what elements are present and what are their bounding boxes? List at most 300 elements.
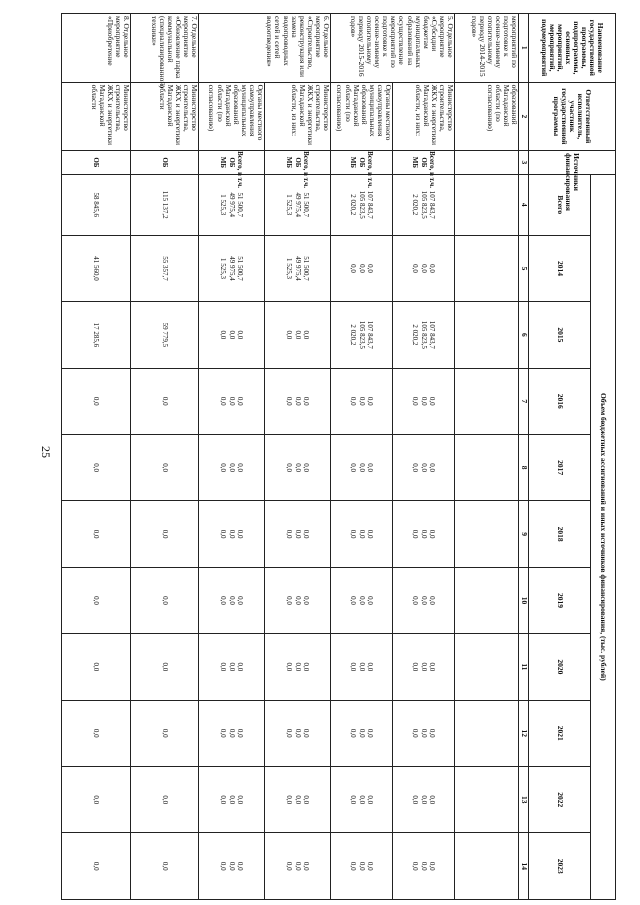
column-number: 2 [519,82,529,151]
value: 0,0 [349,861,358,871]
funding-source-label: МБ [285,156,294,169]
value: 1 525,3 [285,257,294,279]
value: 105 823,5 [357,190,366,219]
value-cell [331,767,393,833]
value-cell [62,434,131,500]
value: 107 843,7 [427,320,436,349]
value: 0,0 [419,795,428,805]
value-cell [265,767,331,833]
value: 0,0 [92,795,101,805]
value-cell [199,174,265,235]
column-number: 9 [519,501,529,567]
funding-source-label: Всего, в т.ч. [365,151,374,188]
executor: Органы местного самоуправления муниципальных образований Магаданской области (по согласованию) [331,82,393,151]
value-cell [331,434,393,500]
value: 0,0 [92,861,101,871]
value: 0,0 [160,596,169,605]
value-cell [393,833,455,900]
value-cell [199,567,265,633]
value: 0,0 [411,861,420,871]
value: 0,0 [365,861,374,871]
value-cell [265,567,331,633]
value: 0,0 [427,596,436,605]
value: 0,0 [365,662,374,672]
column-number: 5 [519,235,529,301]
value: 0,0 [365,529,374,539]
value: 0,0 [219,396,228,406]
value: 49 975,4 [293,192,302,217]
value: 0,0 [419,662,428,672]
value: 51 500,7 [235,256,244,281]
value: 0,0 [349,463,358,473]
program-name: 8. Отдельное мероприятие «Приобретение [62,14,131,83]
value: 0,0 [365,396,374,406]
value-cell [131,302,199,368]
funding-source-label: Всего, в т.ч. [427,151,436,188]
funding-source [62,151,131,175]
value: 0,0 [227,861,236,871]
value: 0,0 [411,596,420,605]
value-cell [455,501,519,567]
value: 2 020,2 [411,324,420,346]
funding-source [199,151,265,188]
value: 0,0 [285,330,294,340]
funding-source [455,151,519,175]
value-cell [62,174,131,235]
funding-source [331,151,393,188]
value: 49 975,4 [227,256,236,281]
value: 0,0 [219,529,228,539]
value-cell [265,700,331,766]
value-cell [331,174,393,235]
value-cell [455,302,519,368]
value: 115 137,2 [160,190,169,219]
value: 0,0 [293,596,302,605]
header-year-8: 2021 [529,700,591,766]
value: 0,0 [227,529,236,539]
funding-source [131,151,199,175]
value: 0,0 [357,463,366,473]
value-cell [455,833,519,900]
value: 0,0 [427,264,436,273]
value: 0,0 [219,330,228,340]
value: 0,0 [235,396,244,406]
value: 105 823,5 [357,320,366,349]
header-year-6: 2019 [529,567,591,633]
value: 0,0 [285,529,294,539]
header-year-3: 2016 [529,368,591,434]
value-cell [131,767,199,833]
value: 0,0 [219,795,228,805]
value-cell [393,700,455,766]
value: 0,0 [92,662,101,672]
value: 0,0 [349,596,358,605]
value-cell [62,368,131,434]
value: 0,0 [219,463,228,473]
value-cell [455,634,519,700]
value: 49 975,4 [293,256,302,281]
value: 0,0 [419,396,428,406]
table-row [455,14,519,900]
value: 0,0 [427,728,436,738]
value: 0,0 [219,728,228,738]
value: 0,0 [227,662,236,672]
header-year-2: 2015 [529,302,591,368]
funding-source-label: МБ [219,156,228,169]
value-cell [199,501,265,567]
table-row [393,14,455,900]
value-cell [265,302,331,368]
value-cell [331,235,393,301]
value: 0,0 [365,596,374,605]
value: 0,0 [92,529,101,539]
column-number: 3 [519,151,529,175]
value-cell [131,368,199,434]
value-cell [199,368,265,434]
value: 49 975,4 [227,192,236,217]
value-cell [393,567,455,633]
value: 0,0 [365,728,374,738]
funding-source-label: МБ [411,156,420,169]
value-cell [265,235,331,301]
value: 0,0 [357,728,366,738]
value: 0,0 [411,529,420,539]
value: 2 020,2 [411,194,420,216]
funding-source-label: МБ [349,156,358,169]
value-cell [131,833,199,900]
value: 0,0 [227,795,236,805]
value: 0,0 [301,529,310,539]
value-cell [455,700,519,766]
funding-source-label: Всего, в т.ч. [301,151,310,188]
value: 2 020,2 [349,324,358,346]
value: 0,0 [349,728,358,738]
value: 51 500,7 [301,256,310,281]
column-number: 10 [519,567,529,633]
value: 59 779,5 [160,322,169,348]
value: 0,0 [227,596,236,605]
value: 0,0 [219,662,228,672]
value: 0,0 [301,330,310,340]
value-cell [199,767,265,833]
value: 0,0 [301,396,310,406]
value: 0,0 [219,596,228,605]
value: 0,0 [357,662,366,672]
value: 0,0 [411,396,420,406]
value-cell [393,302,455,368]
executor: образований Магаданской области (по согласованию) [455,82,519,151]
value: 0,0 [285,728,294,738]
value: 0,0 [92,463,101,473]
funding-source-label: ОБ [293,157,302,168]
value-cell [393,174,455,235]
value-cell [331,634,393,700]
value-cell [393,235,455,301]
executor: Министерство строительства, ЖКХ и энергетики Магаданской области, из них: [265,82,331,151]
program-name: 7. Отдельное мероприятие «Обновление парка коммунальной (специализированной) техники» [131,14,199,83]
funding-source-label: ОБ [92,157,101,168]
value: 0,0 [357,264,366,273]
value-cell [199,700,265,766]
executor: Органы местного самоуправления муниципальных образований Магаданской области (по согласованию) [199,82,265,151]
value: 0,0 [357,396,366,406]
funding-source-label: Всего, в т.ч. [235,151,244,188]
page-number: 25 [39,446,54,458]
value: 0,0 [227,396,236,406]
header-year-5: 2018 [529,501,591,567]
value: 0,0 [349,662,358,672]
value-cell [455,567,519,633]
value: 0,0 [349,529,358,539]
value: 0,0 [285,596,294,605]
value: 0,0 [92,728,101,738]
value-cell [265,368,331,434]
value-cell [62,501,131,567]
value: 1 525,3 [285,194,294,216]
header-year-9: 2022 [529,767,591,833]
value-cell [62,235,131,301]
program-name: 6. Отдельное мероприятие «Строительство, реконструкция или замена водопроводных сетей и сетей водоотведения» [199,14,331,83]
table-row [265,14,331,900]
value: 105 823,5 [419,190,428,219]
value: 107 843,7 [427,190,436,219]
value-cell [131,634,199,700]
executor: Министерство строительства, ЖКХ и энергетики Магаданской области [62,82,131,151]
value: 0,0 [235,596,244,605]
value-cell [455,434,519,500]
value-cell [62,567,131,633]
value-cell [131,700,199,766]
value: 0,0 [160,529,169,539]
value: 0,0 [160,396,169,406]
value: 0,0 [419,596,428,605]
value: 0,0 [357,861,366,871]
value: 0,0 [285,396,294,406]
value-cell [265,634,331,700]
funding-source-label: ОБ [160,157,169,168]
value-cell [131,434,199,500]
value: 0,0 [365,264,374,273]
value: 0,0 [427,396,436,406]
value-cell [455,368,519,434]
column-number: 6 [519,302,529,368]
value: 0,0 [235,861,244,871]
header-source: Источники финансирования [529,151,616,175]
value: 0,0 [219,861,228,871]
value: 0,0 [427,795,436,805]
column-number: 7 [519,368,529,434]
value: 0,0 [285,795,294,805]
value: 0,0 [235,662,244,672]
header-year-7: 2020 [529,634,591,700]
value: 0,0 [357,529,366,539]
value-cell [331,501,393,567]
value-cell [62,833,131,900]
value: 0,0 [227,728,236,738]
value: 0,0 [419,529,428,539]
value-cell [199,634,265,700]
value-cell [199,833,265,900]
value-cell [393,767,455,833]
value-cell [393,634,455,700]
value: 0,0 [160,728,169,738]
value: 0,0 [293,463,302,473]
value-cell [62,302,131,368]
value: 0,0 [227,330,236,340]
column-number: 13 [519,767,529,833]
value-cell [62,767,131,833]
value: 0,0 [235,728,244,738]
header-volume: Объем бюджетных ассигнований и иных источников финансирования, (тыс. рублей) [591,174,616,899]
value: 0,0 [357,795,366,805]
value: 107 843,7 [365,320,374,349]
column-number: 1 [519,14,529,83]
table-row [131,14,199,900]
rotated-table-container [62,13,616,900]
value: 0,0 [235,795,244,805]
value: 0,0 [419,861,428,871]
funding-source [265,151,331,188]
value-cell [455,235,519,301]
value: 0,0 [301,463,310,473]
header-year-4: 2017 [529,434,591,500]
value: 0,0 [349,264,358,273]
budget-table [61,13,616,900]
value: 0,0 [293,861,302,871]
value: 0,0 [301,728,310,738]
column-number: 11 [519,634,529,700]
value: 0,0 [160,662,169,672]
table-row [331,14,393,900]
executor: Министерство строительства, ЖКХ и энергетики Магаданской области, из них: [393,82,455,151]
executor: Министерство строительства, ЖКХ и энергетики Магаданской области [131,82,199,151]
value: 55 357,7 [160,256,169,281]
value: 0,0 [427,662,436,672]
value-cell [393,368,455,434]
program-name: мероприятий по подготовке к осенне-зимнему отопительному периоду 2014-2015 годов» [455,14,519,83]
value: 0,0 [349,795,358,805]
value-cell [199,302,265,368]
value: 107 843,7 [365,190,374,219]
value: 0,0 [235,529,244,539]
value: 0,0 [293,662,302,672]
value: 0,0 [411,662,420,672]
table-row [199,14,265,900]
value: 58 845,6 [92,192,101,217]
value: 0,0 [160,795,169,805]
value: 51 500,7 [301,192,310,217]
value: 0,0 [293,529,302,539]
value: 1 525,3 [219,194,228,216]
value-cell [265,501,331,567]
value-cell [331,302,393,368]
value-cell [131,501,199,567]
funding-source [393,151,455,188]
value: 41 560,0 [92,256,101,281]
value-cell [265,434,331,500]
value: 0,0 [285,662,294,672]
value: 0,0 [293,396,302,406]
value: 0,0 [411,728,420,738]
value-cell [393,501,455,567]
value: 0,0 [427,861,436,871]
value: 0,0 [160,861,169,871]
value: 0,0 [285,861,294,871]
value: 0,0 [349,396,358,406]
value-cell [131,174,199,235]
value: 0,0 [235,463,244,473]
value: 0,0 [293,795,302,805]
value: 0,0 [301,662,310,672]
value-cell [455,174,519,235]
header-executor: Ответственный исполнитель, участник государственной программы [529,82,616,151]
value-cell [455,767,519,833]
column-number: 14 [519,833,529,900]
funding-source-label: ОБ [227,157,236,168]
value-cell [62,700,131,766]
value: 0,0 [365,463,374,473]
value: 0,0 [301,795,310,805]
program-name: 5. Отдельное мероприятие «Субсидии бюджетам муниципальных образований на осуществление мероприятий по подготовке к осенне-зимнему отопительному периоду 2015-2016 годов» [331,14,455,83]
value: 0,0 [365,795,374,805]
value-cell [265,174,331,235]
value-cell [331,700,393,766]
funding-source-label: ОБ [357,157,366,168]
header-year-0: Всего [529,174,591,235]
value-cell [131,235,199,301]
value: 0,0 [419,728,428,738]
funding-source-label: ОБ [419,157,428,168]
value: 0,0 [411,795,420,805]
value-cell [62,634,131,700]
header-name: Наименование государственной программы, подпрограммы, основных мероприятий, мероприятий, подмероприятий [529,14,616,83]
value-cell [199,235,265,301]
value-cell [265,833,331,900]
value-cell [331,368,393,434]
value: 0,0 [301,861,310,871]
column-number: 12 [519,700,529,766]
value: 0,0 [92,596,101,605]
value: 0,0 [419,264,428,273]
value: 0,0 [293,330,302,340]
value-cell [331,567,393,633]
value: 0,0 [427,529,436,539]
value: 0,0 [92,396,101,406]
value: 0,0 [301,596,310,605]
value: 0,0 [411,264,420,273]
header-year-10: 2023 [529,833,591,900]
value-cell [199,434,265,500]
value: 1 525,3 [219,257,228,279]
value-cell [131,567,199,633]
value-cell [331,833,393,900]
value: 0,0 [285,463,294,473]
header-year-1: 2014 [529,235,591,301]
column-number: 4 [519,174,529,235]
value: 0,0 [235,330,244,340]
table-row [62,14,131,900]
value: 17 285,6 [92,322,101,348]
value: 0,0 [419,463,428,473]
value: 0,0 [411,463,420,473]
value: 0,0 [357,596,366,605]
value: 0,0 [427,463,436,473]
value: 51 500,7 [235,192,244,217]
value: 2 020,2 [349,194,358,216]
value: 0,0 [293,728,302,738]
value: 0,0 [227,463,236,473]
value-cell [393,434,455,500]
